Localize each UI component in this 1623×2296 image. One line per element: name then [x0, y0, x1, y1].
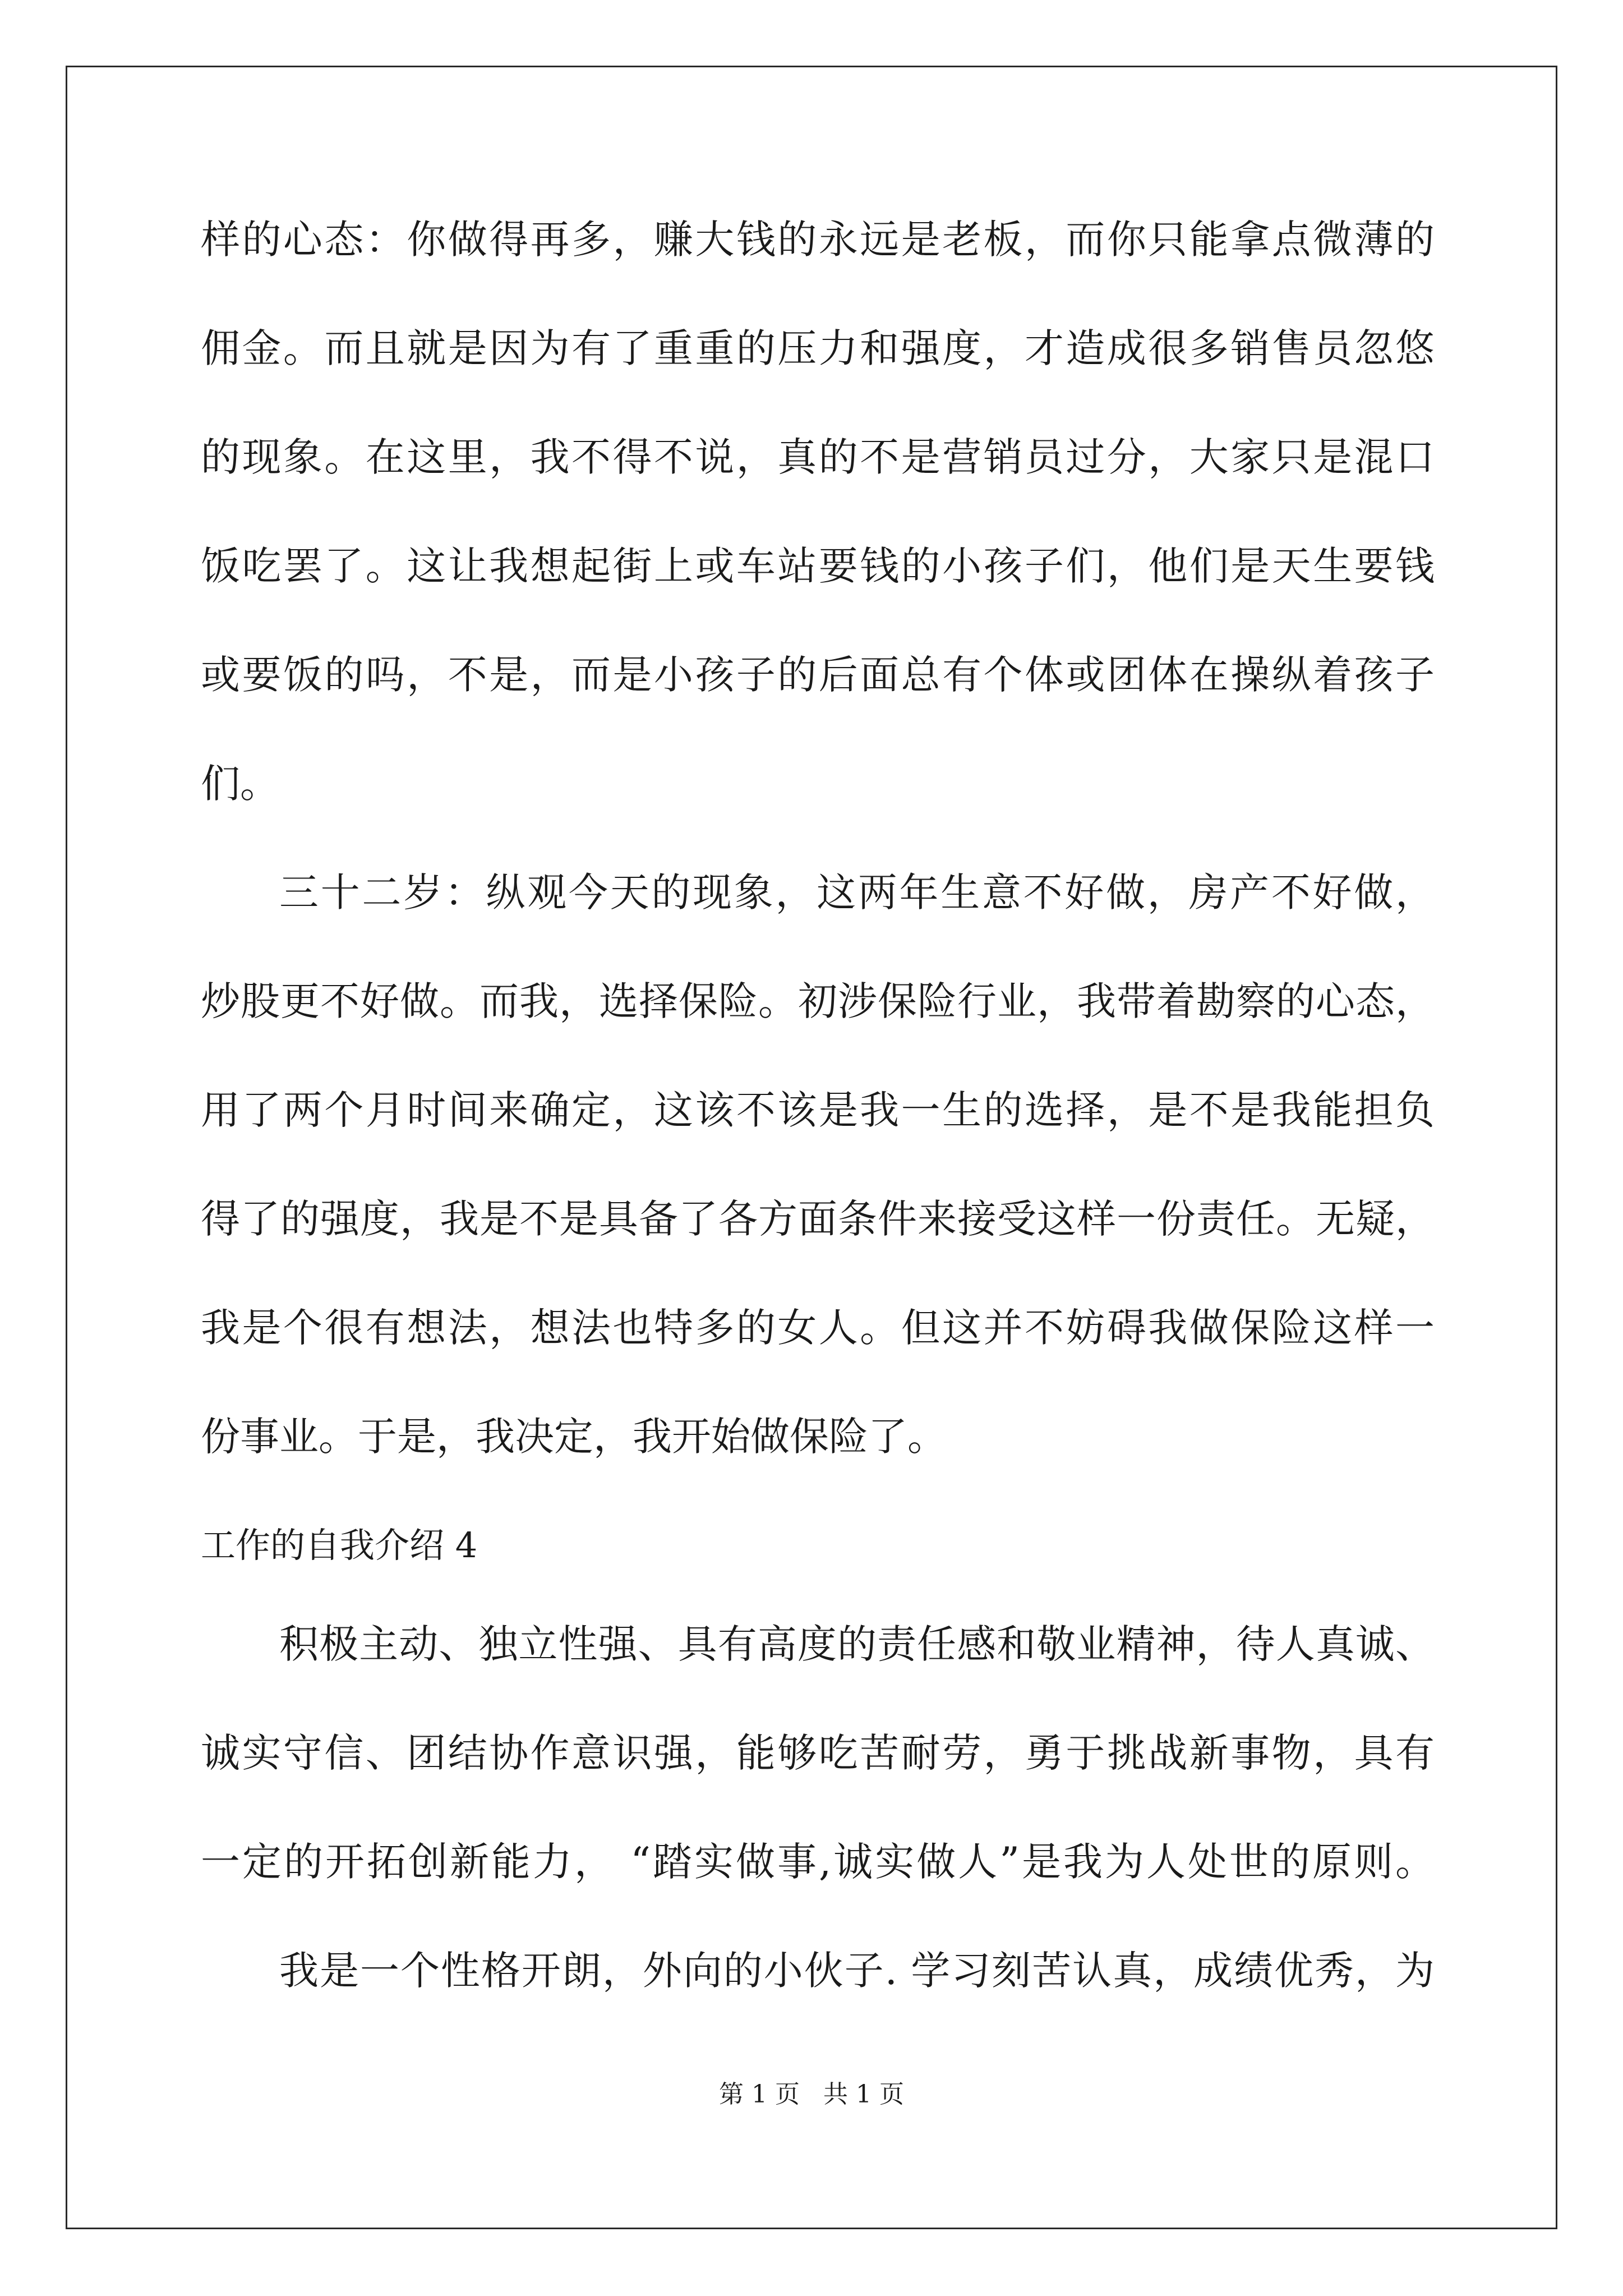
- paragraph-line: 诚实守信、团结协作意识强，能够吃苦耐劳，勇于挑战新事物，具有: [201, 1730, 1435, 1776]
- paragraph-line: 我是个很有想法，想法也特多的女人。但这并不妨碍我做保险这样一: [201, 1305, 1435, 1351]
- page-footer: 第 1 页 共 1 页: [719, 2080, 904, 2109]
- paragraph-line: 积极主动、独立性强、具有高度的责任感和敬业精神，待人真诚、: [279, 1621, 1435, 1667]
- paragraph-line: 佣金。而且就是因为有了重重的压力和强度，才造成很多销售员忽悠: [201, 325, 1435, 371]
- paragraph-line: 炒股更不好做。而我，选择保险。初涉保险行业，我带着勘察的心态，: [201, 978, 1435, 1024]
- paragraph-line: 我是一个性格开朗，外向的小伙子. 学习刻苦认真，成绩优秀，为: [279, 1948, 1435, 1994]
- paragraph-line: 得了的强度，我是不是具备了各方面条件来接受这样一份责任。无疑，: [201, 1196, 1435, 1242]
- paragraph-line: 的现象。在这里，我不得不说，真的不是营销员过分，大家只是混口: [201, 434, 1435, 480]
- paragraph-line: 用了两个月时间来确定，这该不该是我一生的选择，是不是我能担负: [201, 1087, 1435, 1133]
- paragraph-line: 一定的开拓创新能力， “踏实做事,诚实做人”是我为人处世的原则。: [201, 1839, 1435, 1885]
- paragraph-line: 或要饭的吗，不是，而是小孩子的后面总有个体或团体在操纵着孩子: [201, 652, 1435, 698]
- section-heading: 工作的自我介绍 4: [201, 1525, 478, 1566]
- document-body: [201, 217, 1435, 2060]
- paragraph-line: 份事业。于是，我决定，我开始做保险了。: [201, 1414, 947, 1460]
- paragraph-line: 们。: [201, 761, 279, 807]
- paragraph-line: 三十二岁：纵观今天的现象，这两年生意不好做，房产不好做，: [279, 869, 1435, 915]
- paragraph-line: 饭吃罢了。这让我想起街上或车站要钱的小孩子们，他们是天生要钱: [201, 543, 1435, 589]
- paragraph-line: 样的心态：你做得再多，赚大钱的永远是老板，而你只能拿点微薄的: [201, 217, 1435, 263]
